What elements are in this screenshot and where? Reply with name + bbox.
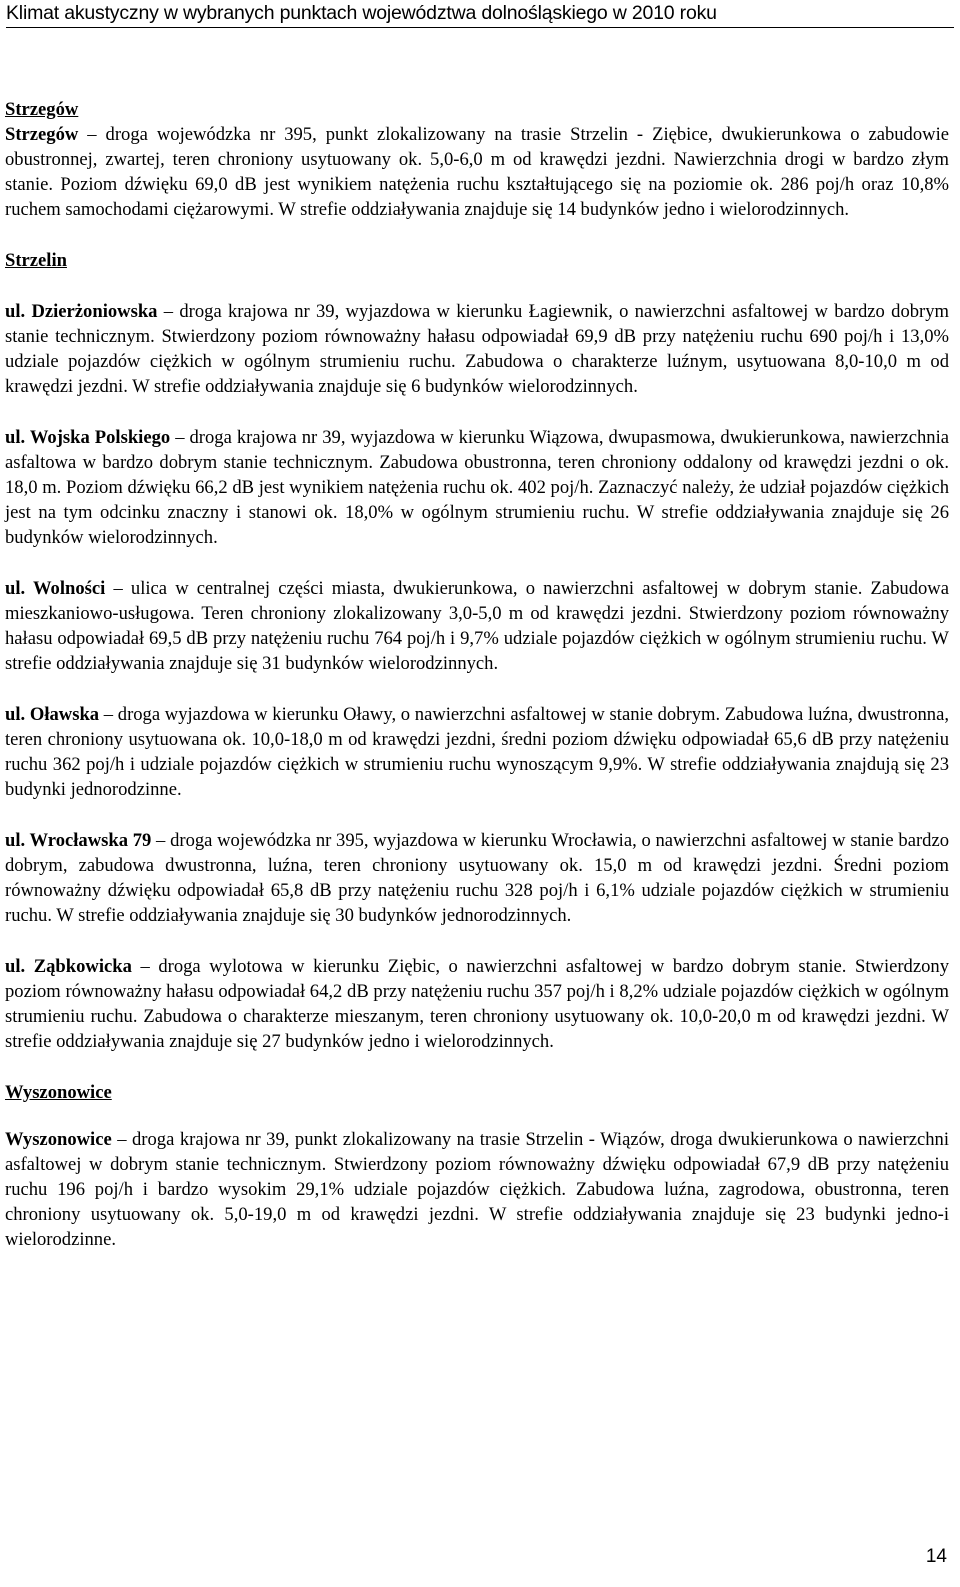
- paragraph-lead: ul. Wolności: [5, 578, 106, 599]
- paragraph-wojska-polskiego: [5, 425, 949, 550]
- paragraph-lead: ul. Oławska: [5, 704, 100, 725]
- paragraph-zabkowicka: [5, 954, 949, 1054]
- paragraph-text: – droga wojewódzka nr 395, punkt zlokalizowany na trasie Strzelin - Ziębice, dwukierunkowa o zabudowie obustronnej, zwartej, teren chroniony usytuowany ok. 5,0-6,0 m od krawędzi jezdni. Nawierzchnia drogi w bardzo złym stanie. Poziom dźwięku 69,0 dB jest wynikiem natężenia ruchu kształtującego się na poziomie ok. 286 poj/h oraz 10,8% ruchem samochodami ciężarowymi. W strefie oddziaływania znajduje się 14 budynków jedno i wielorodzinnych.: [5, 124, 949, 220]
- paragraph-text: – ulica w centralnej części miasta, dwukierunkowa, o nawierzchni asfaltowej w dobrym stanie. Zabudowa mieszkaniowo-usługowa. Teren chroniony zlokalizowany 3,0-5,0 m od krawędzi jezdni. Stwierdzony poziom równoważny hałasu odpowiadał 69,5 dB przy natężeniu ruchu 764 poj/h i 9,7% udziale pojazdów ciężkich w ogólnym strumieniu ruchu. W strefie oddziaływania znajduje się 31 budynków wielorodzinnych.: [5, 578, 949, 674]
- section-heading-wyszonowice: Wyszonowice: [5, 1082, 112, 1103]
- section-heading-strzegow: Strzegów: [5, 99, 79, 120]
- paragraph-text: – droga krajowa nr 39, punkt zlokalizowany na trasie Strzelin - Wiązów, droga dwukierunkowa o nawierzchni asfaltowej w dobrym stanie technicznym. Stwierdzony poziom równoważny dźwięku odpowiadał 67,9 dB przy natężeniu ruchu 196 poj/h i bardzo wysokim 29,1% udziale pojazdów ciężkich. Zabudowa luźna, zagrodowa, obustronna, teren chroniony usytuowany ok. 5,0-19,0 m od krawędzi jezdni. W strefie oddziaływania znajduje się 23 budynki jedno-i wielorodzinne.: [5, 1129, 949, 1250]
- paragraph-lead: Strzegów: [5, 124, 79, 145]
- paragraph-wolnosci: [5, 576, 949, 676]
- paragraph-text: – droga krajowa nr 39, wyjazdowa w kierunku Łagiewnik, o nawierzchni asfaltowej w bardzo dobrym stanie technicznym. Stwierdzony poziom równoważny hałasu odpowiadał 69,9 dB przy natężeniu ruchu 690 poj/h i 13,0% udziale pojazdów ciężkich w ogólnym strumieniu ruchu. Zabudowa o charakterze luźnym, usytuowana 8,0-10,0 m od krawędzi jezdni. W strefie oddziaływania znajduje się 6 budynków wielorodzinnych.: [5, 301, 950, 397]
- paragraph-wyszonowice: [5, 1127, 949, 1252]
- running-header: Klimat akustyczny w wybranych punktach województwa dolnośląskiego w 2010 roku: [6, 0, 954, 28]
- section-heading-strzelin: Strzelin: [5, 250, 67, 271]
- paragraph-lead: ul. Wojska Polskiego: [5, 427, 171, 448]
- paragraph-olawska: [5, 702, 949, 802]
- paragraph-lead: ul. Dzierżoniowska: [5, 301, 158, 322]
- paragraph-strzegow: [5, 122, 949, 222]
- page-number: 14: [925, 1546, 947, 1567]
- paragraph-wroclawska: [5, 828, 949, 928]
- paragraph-dzierzoniowska: [5, 299, 949, 399]
- paragraph-text: – droga krajowa nr 39, wyjazdowa w kierunku Wiązowa, dwupasmowa, dwukierunkowa, nawierzchnia asfaltowa w bardzo dobrym stanie technicznym. Zabudowa obustronna, teren chroniony oddalony od krawędzi jezdni o ok. 18,0 m. Poziom dźwięku 66,2 dB jest wynikiem natężenia ruchu ok. 402 poj/h. Zaznaczyć należy, że udział pojazdów ciężkich jest na tym odcinku znaczny i stanowi ok. 18,0% w ogólnym strumieniu ruchu. W strefie oddziaływania znajduje się 26 budynków wielorodzinnych.: [5, 427, 949, 548]
- paragraph-lead: ul. Wrocławska 79: [5, 830, 152, 851]
- paragraph-lead: ul. Ząbkowicka: [5, 956, 132, 977]
- paragraph-lead: Wyszonowice: [5, 1129, 112, 1150]
- paragraph-text: – droga wyjazdowa w kierunku Oławy, o nawierzchni asfaltowej w stanie dobrym. Zabudowa luźna, dwustronna, teren chroniony usytuowana ok. 10,0-18,0 m od krawędzi jezdni, średni poziom dźwięku odpowiadał 65,6 dB przy natężeniu ruchu 362 poj/h i udziale pojazdów ciężkich w strumieniu ruchu wynoszącym 9,9%. W strefie oddziaływania znajdują się 23 budynki jednorodzinne.: [5, 704, 949, 800]
- paragraph-text: – droga wylotowa w kierunku Ziębic, o nawierzchni asfaltowej w bardzo dobrym stanie. Stwierdzony poziom równoważny hałasu odpowiadał 64,2 dB przy natężeniu ruchu 357 poj/h i 8,2% udziale pojazdów ciężkich w ogólnym strumieniu ruchu. Zabudowa o charakterze mieszanym, teren chroniony usytuowany ok. 10,0-20,0 m od krawędzi jezdni. W strefie oddziaływania znajduje się 27 budynków jedno i wielorodzinnych.: [5, 956, 949, 1052]
- paragraph-text: – droga wojewódzka nr 395, wyjazdowa w kierunku Wrocławia, o nawierzchni asfaltowej w stanie bardzo dobrym, zabudowa dwustronna, luźna, teren chroniony usytuowany ok. 15,0 m od krawędzi jezdni. Średni poziom równoważny dźwięku odpowiadał 65,8 dB przy natężeniu ruchu 328 poj/h i 6,1% udziale pojazdów ciężkich w strumieniu ruchu. W strefie oddziaływania znajduje się 30 budynków jednorodzinnych.: [5, 830, 949, 926]
- page-body: [5, 97, 949, 1252]
